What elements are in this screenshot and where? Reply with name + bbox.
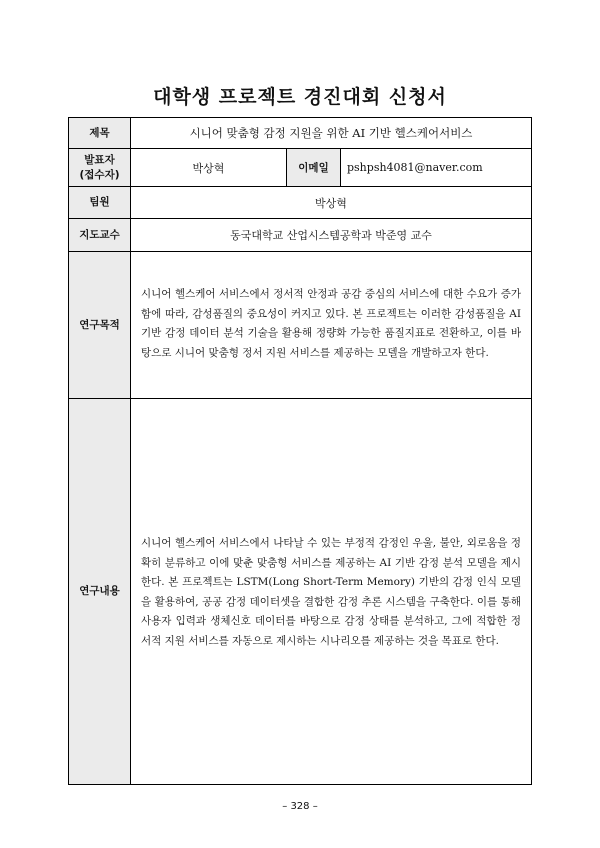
subject-row: [69, 118, 531, 149]
purpose-row: [69, 252, 531, 399]
team-value: 박상혁: [315, 196, 347, 210]
email-value: pshpsh4081@naver.com: [347, 161, 483, 174]
presenter-label-line2: (접수자): [79, 168, 120, 181]
content-text: 시니어 헬스케어 서비스에서 나타날 수 있는 부정적 감정인 우울, 불안, 외로움을 정확히 분류하고 이에 맞춘 맞춤형 서비스를 제공하는 AI 기반 감정 분석 모델을 제시한다. 본 프로젝트는 LSTM(Long Short-Term Memory) 기반의 감정 인식 모델을 활용하여, 공공 감정 데이터셋을 결합한 감정 추론 시스템을 구축한다. 이를 통해 사용자 입력과 생체신호 데이터를 바탕으로 감정 상태를 분석하고, 그에 적합한 정서적 지원 서비스를 자동으로 제시하는 시나리오를 제공하는 것을 목표로 한다.: [141, 537, 521, 647]
presenter-name: 박상혁: [131, 149, 287, 186]
advisor-value: 동국대학교 산업시스템공학과 박준영 교수: [230, 229, 432, 242]
team-row: [69, 187, 531, 219]
advisor-label: 지도교수: [69, 219, 131, 251]
presenter-label: [69, 149, 131, 186]
application-form: [68, 117, 532, 785]
email-label: 이메일: [287, 149, 341, 186]
advisor-row: [69, 219, 531, 252]
content-label: 연구내용: [69, 399, 131, 784]
purpose-text: 시니어 헬스케어 서비스에서 정서적 안정과 공감 중심의 서비스에 대한 수요가 증가함에 따라, 감성품질의 중요성이 커지고 있다. 본 프로젝트는 이러한 감성품질을 AI 기반 감정 데이터 분석 기술을 활용해 정량화 가능한 품질지표로 전환하고, 이를 바탕으로 시니어 맞춤형 정서 지원 서비스를 제공하는 모델을 개발하고자 한다.: [141, 288, 521, 359]
subject-label: 제목: [69, 118, 131, 148]
presenter-label-line1: 발표자: [84, 154, 115, 167]
team-label: 팀원: [69, 187, 131, 218]
page-number: – 328 –: [282, 801, 318, 812]
content-row: [69, 399, 531, 784]
subject-value: 시니어 맞춤형 감정 지원을 위한 AI 기반 헬스케어서비스: [189, 126, 473, 140]
document-title: 대학생 프로젝트 경진대회 신청서: [153, 86, 447, 108]
presenter-row: [69, 149, 531, 187]
purpose-label: 연구목적: [69, 252, 131, 398]
